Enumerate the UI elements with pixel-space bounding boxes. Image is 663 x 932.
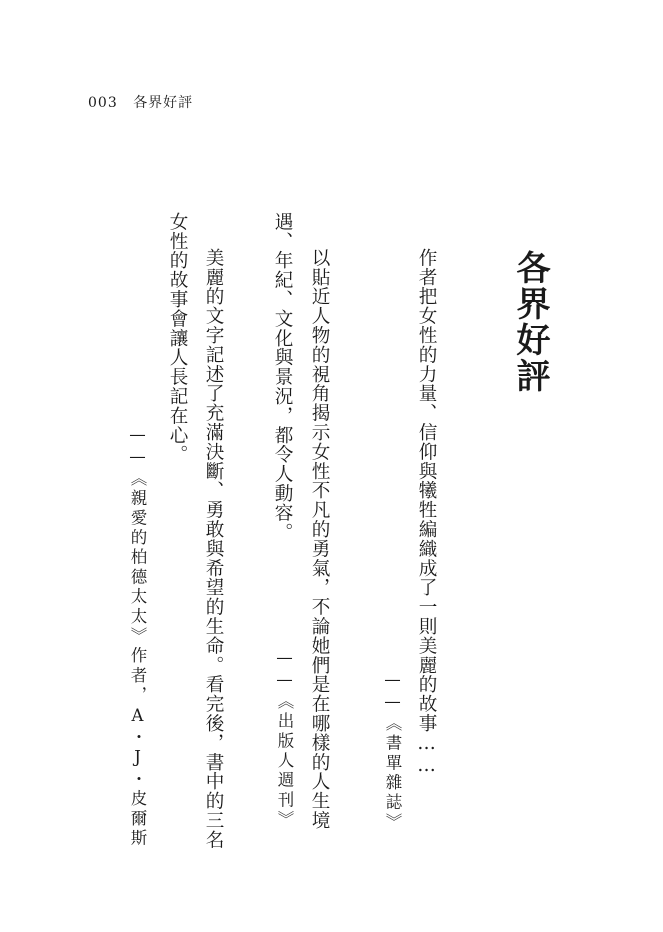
review-3-text-line-1: 美麗的文字記述了充滿決斷、勇敢與希望的生命。看完後，書中的三名	[203, 248, 224, 850]
review-2-text-line-2: 遇、年紀、文化與景況，都令人動容。	[272, 212, 293, 542]
review-3-attribution: ——《親愛的柏德太太》作者，A・J・皮爾斯	[128, 425, 147, 849]
page-title: 各界好評	[510, 250, 550, 394]
review-2-attribution: ——《出版人週刊》	[275, 648, 294, 831]
review-3-text-line-2: 女性的故事會讓人長記在心。	[167, 212, 188, 465]
page-number: 003	[88, 95, 118, 111]
running-title: 各界好評	[133, 95, 194, 111]
review-1-text: 作者把女性的力量、信仰與犧牲編織成了一則美麗的故事……	[416, 248, 437, 777]
review-2-text-line-1: 以貼近人物的視角揭示女性不凡的勇氣，不論她們是在哪樣的人生境	[309, 248, 330, 830]
running-header	[88, 92, 193, 112]
review-1-attribution: ——《書單雜誌》	[383, 670, 402, 833]
